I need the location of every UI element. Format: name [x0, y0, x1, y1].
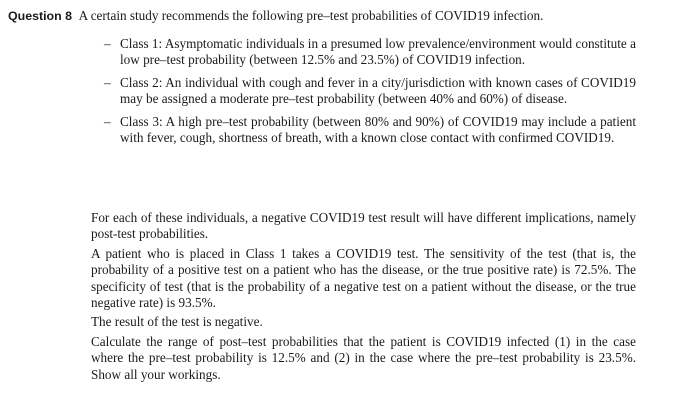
paragraph-test-details: A patient who is placed in Class 1 takes a COVID19 test. The sensitivity of the test (that is, the probability of a positive test on a patient who has the disease, or the true positive rate) is 72.5%. The specificity of test (that is the probability of a negative test on a patient without the disease, or the true negative rate) is 93.5%. [91, 245, 636, 311]
question-header [8, 8, 694, 24]
paragraph-task: Calculate the range of post–test probabilities that the patient is COVID19 infected (1) in the case where the pre–test probability is 12.5% and (2) in the case where the pre–test probability is 23.5%. Show all your workings. [91, 333, 636, 382]
class-list [104, 36, 636, 152]
list-item [104, 36, 636, 69]
question-body [91, 210, 636, 386]
question-intro: A certain study recommends the following pre–test probabilities of COVID19 infection. [78, 8, 544, 23]
bullet-dash: – [104, 113, 111, 129]
list-item [104, 114, 636, 147]
class-2-text: Class 2: An individual with cough and fever in a city/jurisdiction with known cases of COVID19 may be assigned a moderate pre–test probability (between 40% and 60%) of disease. [120, 74, 636, 107]
paragraph-result: The result of the test is negative. [91, 314, 263, 330]
list-item [104, 75, 636, 108]
class-3-text: Class 3: A high pre–test probability (between 80% and 90%) of COVID19 may include a patient with fever, cough, shortness of breath, with a known close contact with confirmed COVID19. [120, 113, 636, 146]
bullet-dash: – [104, 74, 111, 90]
class-1-text: Class 1: Asymptomatic individuals in a presumed low prevalence/environment would constitute a low pre–test probability (between 12.5% and 23.5%) of COVID19 infection. [120, 36, 636, 68]
question-number: Question 8 [8, 9, 73, 23]
bullet-dash: – [104, 36, 111, 51]
paragraph-implications: For each of these individuals, a negative COVID19 test result will have different implications, namely post-test probabilities. [91, 210, 636, 242]
